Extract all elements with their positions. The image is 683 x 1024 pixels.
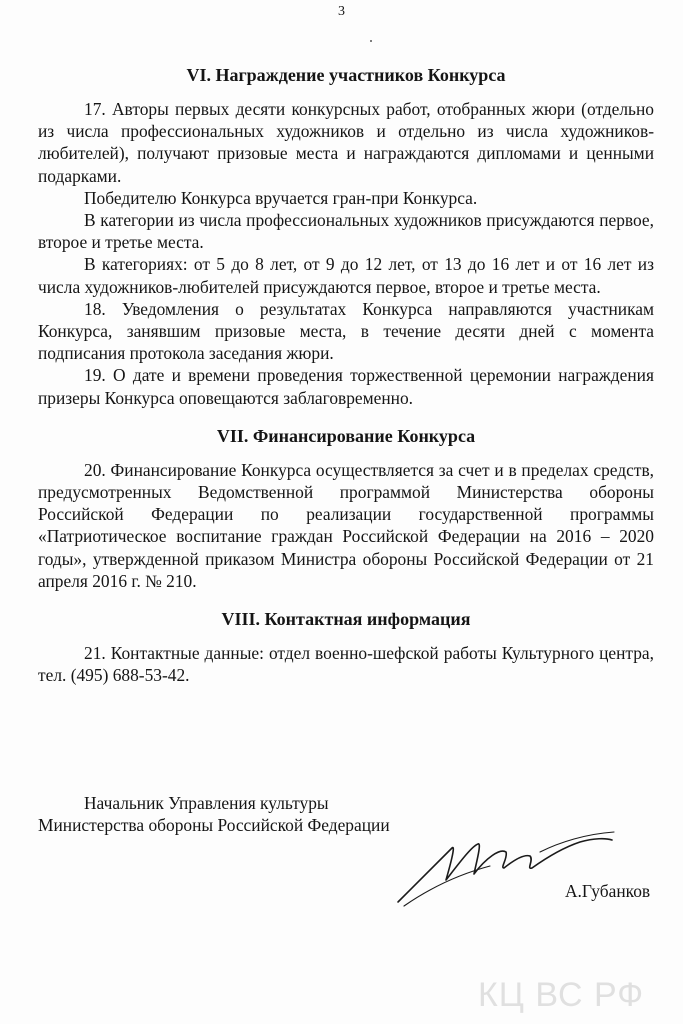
section-heading-contacts: VIII. Контактная информация xyxy=(221,609,471,630)
paragraph-20: 20. Финансирование Конкурса осуществляется за счет и в пределах средств, предусмотренных Ведомственной программой Министерства обороны Российской Федерации по реализации государственной программы «Патриотическое воспитание граждан Российской Федерации на 2016 – 2020 годы», утвержденной приказом Министра обороны Российской Федерации от 21 апреля 2016 г. № 210. xyxy=(38,459,654,591)
section-heading-awards: VI. Награждение участников Конкурса xyxy=(186,65,506,85)
paragraph-age-categories: В категориях: от 5 до 8 лет, от 9 до 12 лет, от 13 до 16 лет и от 16 лет из числа художников-любителей присуждаются первое, второе и третье места. xyxy=(38,254,654,297)
paragraph-17: 17. Авторы первых десяти конкурсных работ, отобранных жюри (отдельно из числа профессиональных художников и отдельно из числа художников-любителей), получают призовые места и награждаются дипломами и ценными подарками. xyxy=(38,99,654,186)
paragraph-21: 21. Контактные данные: отдел военно-шефской работы Культурного центра, тел. (495) 688-53-42. xyxy=(38,643,654,686)
document-body xyxy=(38,64,654,686)
page-number: 3 xyxy=(338,4,345,19)
paragraph-grand-prix: Победителю Конкурса вручается гран-при Конкурса. xyxy=(84,187,478,208)
scan-speck xyxy=(370,40,372,42)
signer-position-line1: Начальник Управления культуры xyxy=(84,793,329,813)
signer-position-line2: Министерства обороны Российской Федерации xyxy=(38,815,390,835)
section-heading-financing: VII. Финансирование Конкурса xyxy=(216,425,476,446)
watermark: КЦ ВС РФ xyxy=(478,976,645,1014)
paragraph-18: 18. Уведомления о результатах Конкурса направляются участникам Конкурса, занявшим призовые места, в течение десяти дней с момента подписания протокола заседания жюри. xyxy=(38,298,654,364)
paragraph-professional-category: В категории из числа профессиональных художников присуждаются первое, второе и третье места. xyxy=(38,210,654,253)
signer-name: А.Губанков xyxy=(565,881,651,901)
paragraph-19: 19. О дате и времени проведения торжественной церемонии награждения призеры Конкурса оповещаются заблаговременно. xyxy=(38,365,654,408)
